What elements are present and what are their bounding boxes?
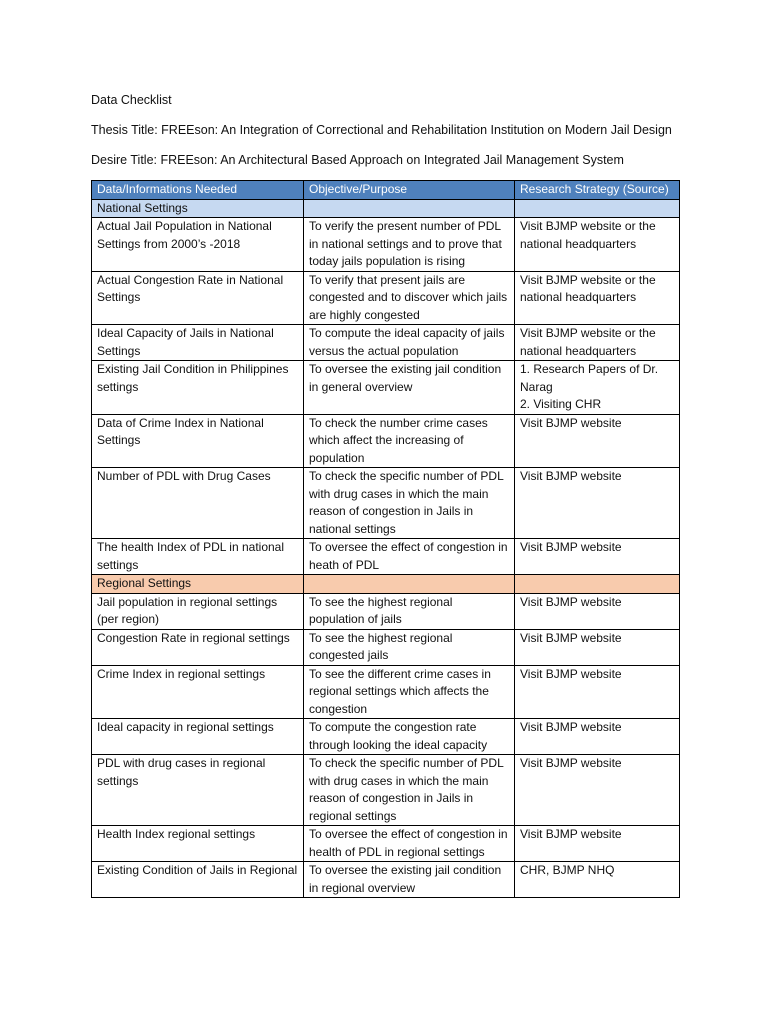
- table-row: [92, 361, 680, 415]
- cell-objective: To compute the ideal capacity of jails versus the actual population: [304, 325, 515, 361]
- table-row: [92, 665, 680, 719]
- cell-objective: To see the highest regional population of jails: [304, 593, 515, 629]
- table-row: [92, 826, 680, 862]
- cell-research-strategy: Visit BJMP website or the national headquarters: [515, 218, 680, 272]
- cell-data-needed: Data of Crime Index in National Settings: [92, 414, 304, 468]
- column-header-objective: Objective/Purpose: [304, 181, 515, 200]
- cell-data-needed: Actual Jail Population in National Settings from 2000’s -2018: [92, 218, 304, 272]
- section-title: National Settings: [92, 199, 304, 218]
- cell-data-needed: Existing Condition of Jails in Regional: [92, 862, 304, 898]
- table-row: [92, 593, 680, 629]
- cell-data-needed: Actual Congestion Rate in National Settings: [92, 271, 304, 325]
- cell-objective: To oversee the effect of congestion in health of PDL in regional settings: [304, 826, 515, 862]
- data-checklist-table: [91, 180, 680, 898]
- cell-objective: To see the different crime cases in regional settings which affects the congestion: [304, 665, 515, 719]
- table-row: [92, 468, 680, 539]
- desire-title: Desire Title: FREEson: An Architectural Based Approach on Integrated Jail Management System: [91, 153, 624, 167]
- cell-data-needed: Congestion Rate in regional settings: [92, 629, 304, 665]
- table-row: [92, 755, 680, 826]
- cell-objective: To verify that present jails are congested and to discover which jails are highly congested: [304, 271, 515, 325]
- section-empty-cell: [515, 199, 680, 218]
- cell-objective: To oversee the existing jail condition in regional overview: [304, 862, 515, 898]
- section-empty-cell: [515, 575, 680, 594]
- table-body: [92, 199, 680, 898]
- cell-research-strategy: Visit BJMP website: [515, 539, 680, 575]
- cell-research-strategy: Visit BJMP website: [515, 665, 680, 719]
- doc-title: Data Checklist: [91, 93, 172, 107]
- table-row: [92, 414, 680, 468]
- table-row: [92, 629, 680, 665]
- cell-research-strategy: Visit BJMP website: [515, 755, 680, 826]
- table-row: [92, 325, 680, 361]
- section-row-national-settings: [92, 199, 680, 218]
- cell-research-strategy: Visit BJMP website: [515, 593, 680, 629]
- cell-research-strategy: Visit BJMP website or the national headquarters: [515, 271, 680, 325]
- table-row: [92, 539, 680, 575]
- cell-research-strategy: CHR, BJMP NHQ: [515, 862, 680, 898]
- cell-objective: To check the specific number of PDL with drug cases in which the main reason of congestion in Jails in regional settings: [304, 755, 515, 826]
- cell-objective: To check the number crime cases which affect the increasing of population: [304, 414, 515, 468]
- section-empty-cell: [304, 199, 515, 218]
- table-row: [92, 271, 680, 325]
- document-header: [91, 92, 681, 168]
- cell-research-strategy: Visit BJMP website: [515, 629, 680, 665]
- column-header-strategy: Research Strategy (Source): [515, 181, 680, 200]
- cell-research-strategy: Visit BJMP website: [515, 719, 680, 755]
- table-row: [92, 719, 680, 755]
- cell-objective: To verify the present number of PDL in national settings and to prove that today jails population is rising: [304, 218, 515, 272]
- cell-research-strategy: Visit BJMP website: [515, 826, 680, 862]
- section-empty-cell: [304, 575, 515, 594]
- cell-data-needed: Existing Jail Condition in Philippines settings: [92, 361, 304, 415]
- cell-data-needed: PDL with drug cases in regional settings: [92, 755, 304, 826]
- cell-data-needed: Number of PDL with Drug Cases: [92, 468, 304, 539]
- table-row: [92, 218, 680, 272]
- table-header-row: [92, 181, 680, 200]
- thesis-title: Thesis Title: FREEson: An Integration of Correctional and Rehabilitation Institution on Modern Jail Design: [91, 123, 672, 137]
- cell-data-needed: Ideal Capacity of Jails in National Settings: [92, 325, 304, 361]
- cell-objective: To oversee the effect of congestion in heath of PDL: [304, 539, 515, 575]
- cell-objective: To compute the congestion rate through looking the ideal capacity: [304, 719, 515, 755]
- cell-research-strategy: Visit BJMP website: [515, 414, 680, 468]
- cell-data-needed: Health Index regional settings: [92, 826, 304, 862]
- table-row: [92, 862, 680, 898]
- cell-data-needed: The health Index of PDL in national settings: [92, 539, 304, 575]
- cell-research-strategy: Visit BJMP website: [515, 468, 680, 539]
- cell-objective: To oversee the existing jail condition in general overview: [304, 361, 515, 415]
- column-header-data: Data/Informations Needed: [92, 181, 304, 200]
- cell-data-needed: Ideal capacity in regional settings: [92, 719, 304, 755]
- cell-data-needed: Jail population in regional settings (per region): [92, 593, 304, 629]
- section-title: Regional Settings: [92, 575, 304, 594]
- cell-objective: To check the specific number of PDL with drug cases in which the main reason of congestion in Jails in national settings: [304, 468, 515, 539]
- cell-research-strategy: Visit BJMP website or the national headquarters: [515, 325, 680, 361]
- cell-data-needed: Crime Index in regional settings: [92, 665, 304, 719]
- cell-research-strategy: 1. Research Papers of Dr. Narag 2. Visiting CHR: [515, 361, 680, 415]
- cell-objective: To see the highest regional congested jails: [304, 629, 515, 665]
- section-row-regional-settings: [92, 575, 680, 594]
